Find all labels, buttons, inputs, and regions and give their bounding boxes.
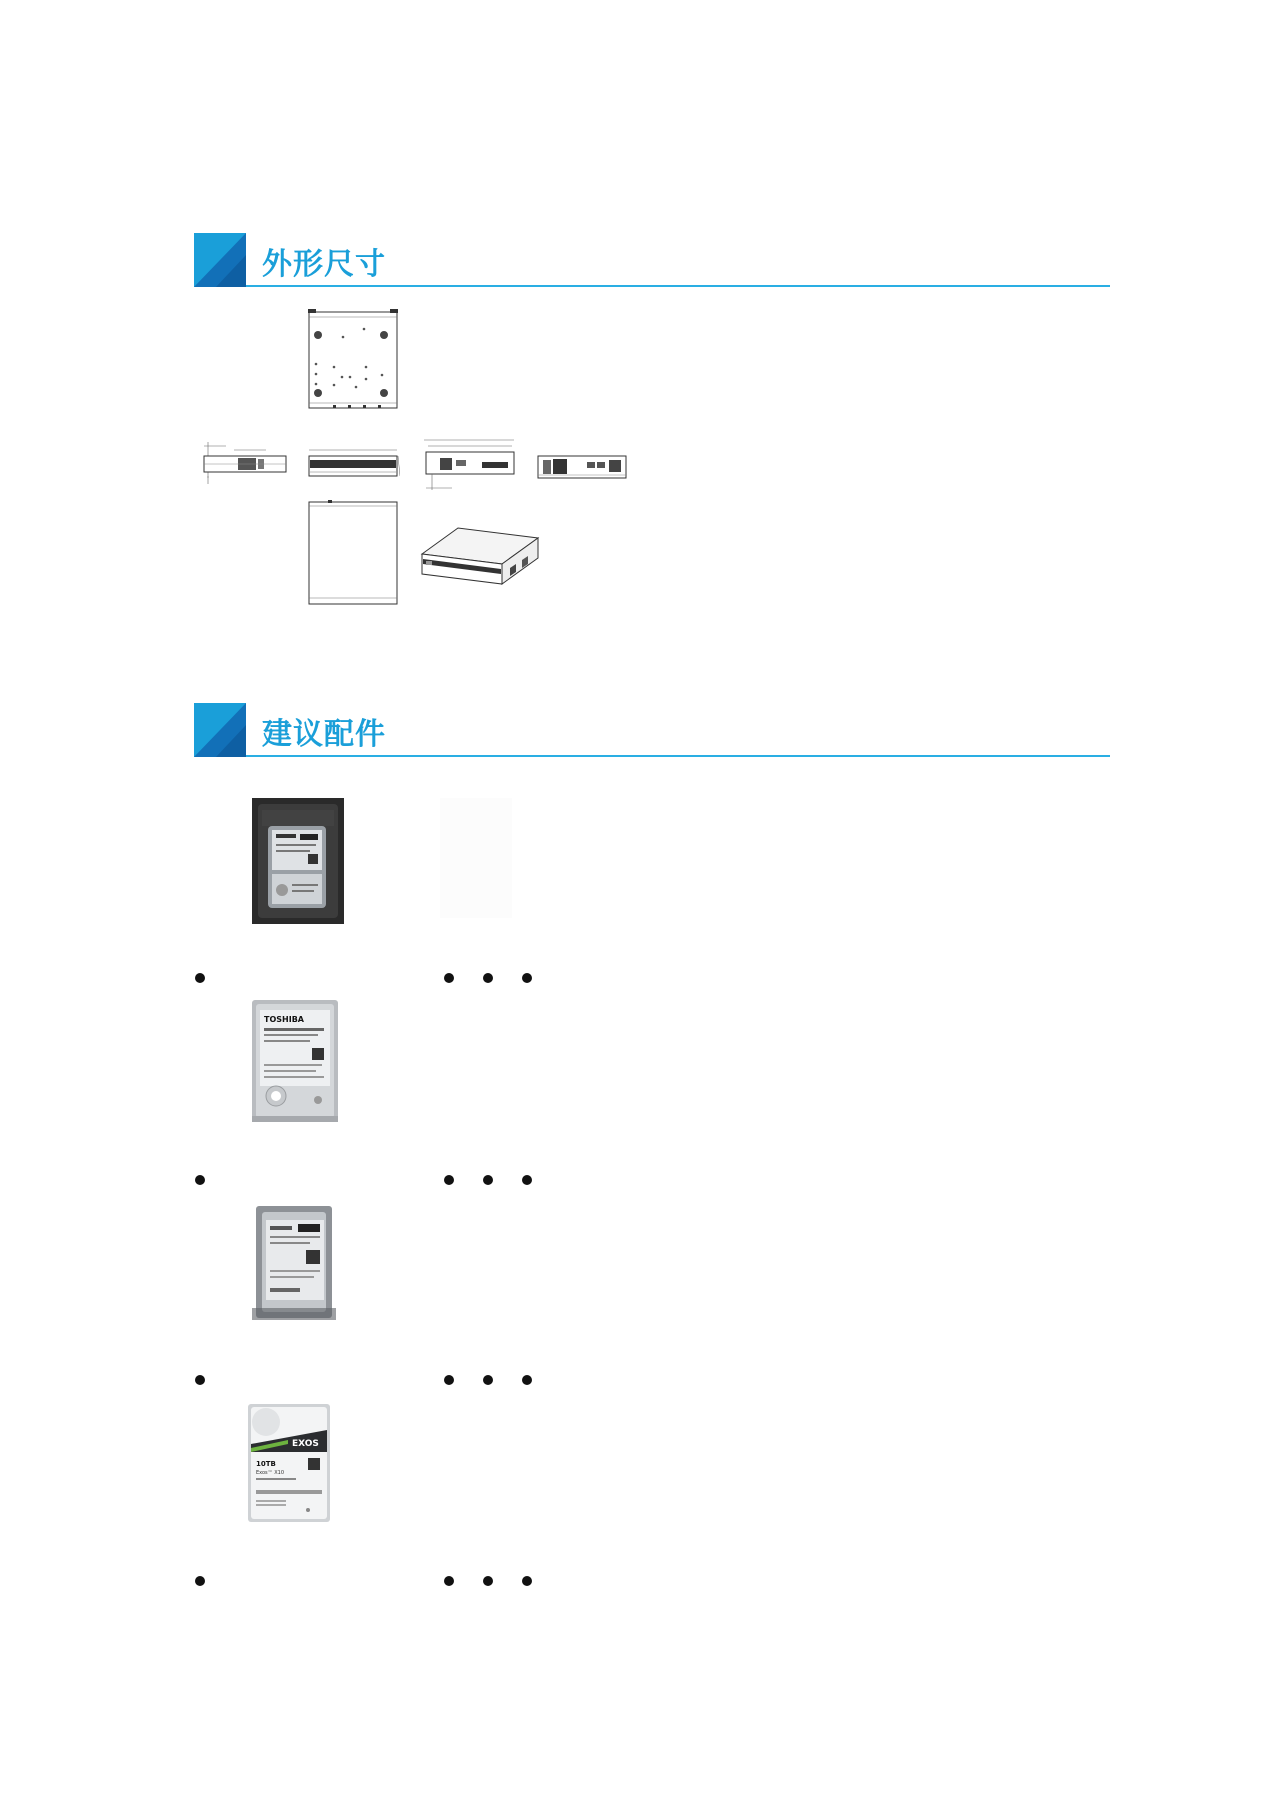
bullet-marker (483, 1375, 493, 1385)
bullet-marker (444, 1375, 454, 1385)
bagged-hdd-image (252, 798, 344, 924)
bullet-marker (522, 1576, 532, 1586)
bullet-marker (444, 973, 454, 983)
bullet-marker (195, 1175, 205, 1185)
front-view-drawing (308, 446, 400, 482)
bullet-marker (522, 1375, 532, 1385)
isometric-view-drawing (418, 526, 542, 588)
bullet-marker (483, 1576, 493, 1586)
exos-brand-label: EXOS (292, 1439, 319, 1449)
section-rule (246, 755, 1110, 757)
section-marker-icon (194, 703, 246, 757)
hdd-brand-label: TOSHIBA (264, 1015, 304, 1024)
bullet-marker (195, 973, 205, 983)
hdd-capacity-label: 10TB (256, 1460, 276, 1468)
section-title: 外形尺寸 (262, 247, 386, 282)
section-header-accessories (194, 703, 1110, 757)
rear-view-drawing (422, 436, 518, 498)
bullet-marker (483, 1175, 493, 1185)
bullet-marker (522, 1175, 532, 1185)
bullet-marker (195, 1576, 205, 1586)
bullet-marker (195, 1375, 205, 1385)
bullet-marker (522, 973, 532, 983)
top-view-drawing (308, 309, 400, 413)
section-marker-icon (194, 233, 246, 287)
section-rule (246, 285, 1110, 287)
seagate-exos-hdd-image (248, 1404, 330, 1522)
toshiba-hdd-image (252, 1000, 338, 1122)
seagate-hdd-image (252, 1204, 336, 1320)
bullet-marker (444, 1576, 454, 1586)
section-title: 建议配件 (262, 717, 386, 752)
faint-image-placeholder (440, 798, 512, 918)
side-view-drawing (196, 438, 292, 488)
bottom-view-drawing (308, 500, 400, 608)
bullet-marker (483, 973, 493, 983)
hdd-model-label: Exos™ X10 (256, 1470, 285, 1476)
section-header-dimensions (194, 233, 1110, 287)
bullet-marker (444, 1175, 454, 1185)
back-panel-drawing (537, 454, 627, 480)
